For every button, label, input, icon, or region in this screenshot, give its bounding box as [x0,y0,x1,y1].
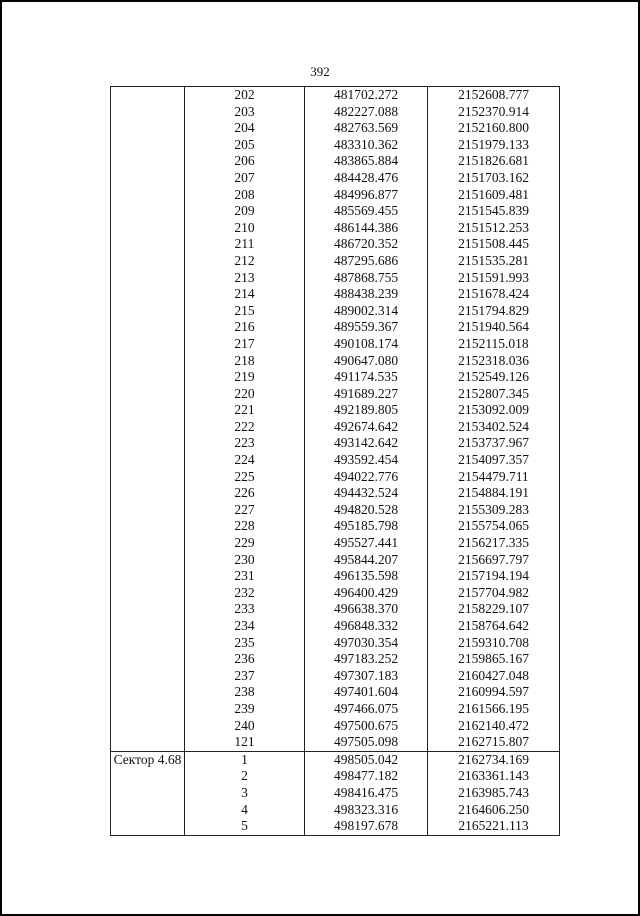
y-coordinate-cell: 2159865.167 [428,651,560,668]
x-coordinate-cell: 498477.182 [305,768,428,785]
table-row [111,718,560,735]
point-number-cell: 220 [185,386,305,403]
y-coordinate-cell: 2151609.481 [428,187,560,204]
x-coordinate-cell: 493592.454 [305,452,428,469]
table-row [111,286,560,303]
y-coordinate-cell: 2151591.993 [428,270,560,287]
y-coordinate-cell: 2151940.564 [428,319,560,336]
coordinates-table-body [111,87,560,836]
sector-label-cell [111,220,185,237]
x-coordinate-cell: 497466.075 [305,701,428,718]
sector-label-cell [111,651,185,668]
y-coordinate-cell: 2162734.169 [428,751,560,768]
x-coordinate-cell: 498416.475 [305,785,428,802]
y-coordinate-cell: 2153092.009 [428,402,560,419]
table-row [111,435,560,452]
table-row [111,568,560,585]
sector-label-cell [111,552,185,569]
x-coordinate-cell: 481702.272 [305,87,428,104]
point-number-cell: 210 [185,220,305,237]
x-coordinate-cell: 492674.642 [305,419,428,436]
sector-label-cell [111,585,185,602]
sector-label-cell [111,170,185,187]
x-coordinate-cell: 491174.535 [305,369,428,386]
x-coordinate-cell: 487295.686 [305,253,428,270]
x-coordinate-cell: 497500.675 [305,718,428,735]
table-row [111,419,560,436]
point-number-cell: 215 [185,303,305,320]
table-row [111,170,560,187]
table-row [111,120,560,137]
sector-label-cell [111,452,185,469]
point-number-cell: 218 [185,353,305,370]
point-number-cell: 230 [185,552,305,569]
point-number-cell: 221 [185,402,305,419]
x-coordinate-cell: 494432.524 [305,485,428,502]
x-coordinate-cell: 490647.080 [305,353,428,370]
table-row [111,187,560,204]
y-coordinate-cell: 2152807.345 [428,386,560,403]
y-coordinate-cell: 2158229.107 [428,601,560,618]
point-number-cell: 229 [185,535,305,552]
y-coordinate-cell: 2151678.424 [428,286,560,303]
x-coordinate-cell: 483310.362 [305,137,428,154]
point-number-cell: 209 [185,203,305,220]
y-coordinate-cell: 2152608.777 [428,87,560,104]
table-row [111,353,560,370]
point-number-cell: 1 [185,751,305,768]
x-coordinate-cell: 489559.367 [305,319,428,336]
y-coordinate-cell: 2151794.829 [428,303,560,320]
y-coordinate-cell: 2151512.253 [428,220,560,237]
y-coordinate-cell: 2151535.281 [428,253,560,270]
y-coordinate-cell: 2157704.982 [428,585,560,602]
point-number-cell: 2 [185,768,305,785]
x-coordinate-cell: 486144.386 [305,220,428,237]
table-row [111,270,560,287]
x-coordinate-cell: 488438.239 [305,286,428,303]
x-coordinate-cell: 495185.798 [305,518,428,535]
y-coordinate-cell: 2152115.018 [428,336,560,353]
y-coordinate-cell: 2154884.191 [428,485,560,502]
point-number-cell: 216 [185,319,305,336]
x-coordinate-cell: 483865.884 [305,153,428,170]
y-coordinate-cell: 2153402.524 [428,419,560,436]
x-coordinate-cell: 495844.207 [305,552,428,569]
point-number-cell: 202 [185,87,305,104]
table-row [111,485,560,502]
point-number-cell: 211 [185,236,305,253]
x-coordinate-cell: 498505.042 [305,751,428,768]
x-coordinate-cell: 489002.314 [305,303,428,320]
table-row [111,518,560,535]
x-coordinate-cell: 490108.174 [305,336,428,353]
table-row [111,369,560,386]
point-number-cell: 4 [185,802,305,819]
sector-label-cell [111,635,185,652]
x-coordinate-cell: 484428.476 [305,170,428,187]
point-number-cell: 212 [185,253,305,270]
page-number: 392 [310,64,330,79]
point-number-cell: 232 [185,585,305,602]
table-row [111,303,560,320]
y-coordinate-cell: 2151545.839 [428,203,560,220]
y-coordinate-cell: 2152370.914 [428,104,560,121]
y-coordinate-cell: 2154479.711 [428,469,560,486]
coordinates-table [110,86,560,836]
point-number-cell: 5 [185,818,305,835]
y-coordinate-cell: 2164606.250 [428,802,560,819]
point-number-cell: 228 [185,518,305,535]
x-coordinate-cell: 484996.877 [305,187,428,204]
table-row [111,785,560,802]
y-coordinate-cell: 2163361.143 [428,768,560,785]
y-coordinate-cell: 2152549.126 [428,369,560,386]
sector-label-cell [111,336,185,353]
x-coordinate-cell: 497183.252 [305,651,428,668]
x-coordinate-cell: 497030.354 [305,635,428,652]
x-coordinate-cell: 497505.098 [305,734,428,751]
sector-label-cell [111,469,185,486]
point-number-cell: 217 [185,336,305,353]
sector-label-cell [111,270,185,287]
point-number-cell: 204 [185,120,305,137]
table-row [111,668,560,685]
table-row [111,768,560,785]
table-row [111,802,560,819]
x-coordinate-cell: 486720.352 [305,236,428,253]
point-number-cell: 239 [185,701,305,718]
y-coordinate-cell: 2160994.597 [428,684,560,701]
table-row [111,618,560,635]
sector-label-cell [111,319,185,336]
point-number-cell: 121 [185,734,305,751]
x-coordinate-cell: 496400.429 [305,585,428,602]
scan-border-top [0,0,640,2]
sector-label-cell [111,601,185,618]
sector-label-cell [111,137,185,154]
sector-label-cell [111,303,185,320]
x-coordinate-cell: 487868.755 [305,270,428,287]
sector-label-cell [111,402,185,419]
sector-label-cell [111,87,185,104]
table-row [111,734,560,751]
y-coordinate-cell: 2151703.162 [428,170,560,187]
point-number-cell: 238 [185,684,305,701]
sector-label-cell [111,485,185,502]
point-number-cell: 225 [185,469,305,486]
table-row [111,336,560,353]
table-row [111,585,560,602]
sector-label-cell [111,701,185,718]
x-coordinate-cell: 491689.227 [305,386,428,403]
sector-label-cell [111,734,185,751]
sector-label-cell [111,236,185,253]
sector-label-cell [111,802,185,819]
y-coordinate-cell: 2152160.800 [428,120,560,137]
y-coordinate-cell: 2158764.642 [428,618,560,635]
scan-border-left [0,0,2,916]
point-number-cell: 205 [185,137,305,154]
x-coordinate-cell: 496638.370 [305,601,428,618]
sector-label-cell [111,419,185,436]
sector-label-cell [111,253,185,270]
table-row [111,651,560,668]
point-number-cell: 3 [185,785,305,802]
point-number-cell: 231 [185,568,305,585]
x-coordinate-cell: 495527.441 [305,535,428,552]
point-number-cell: 236 [185,651,305,668]
sector-label-cell [111,718,185,735]
table-row [111,87,560,104]
table-row [111,236,560,253]
point-number-cell: 214 [185,286,305,303]
table-row [111,153,560,170]
y-coordinate-cell: 2154097.357 [428,452,560,469]
point-number-cell: 226 [185,485,305,502]
table-row [111,452,560,469]
point-number-cell: 233 [185,601,305,618]
point-number-cell: 234 [185,618,305,635]
y-coordinate-cell: 2162140.472 [428,718,560,735]
sector-label-cell [111,684,185,701]
sector-label-cell [111,120,185,137]
sector-label-cell [111,104,185,121]
table-row [111,203,560,220]
table-row [111,818,560,835]
y-coordinate-cell: 2157194.194 [428,568,560,585]
point-number-cell: 206 [185,153,305,170]
table-row [111,535,560,552]
table-row [111,220,560,237]
table-row [111,552,560,569]
x-coordinate-cell: 485569.455 [305,203,428,220]
sector-label-cell [111,668,185,685]
y-coordinate-cell: 2162715.807 [428,734,560,751]
sector-label-cell [111,435,185,452]
y-coordinate-cell: 2165221.113 [428,818,560,835]
sector-label-cell [111,785,185,802]
x-coordinate-cell: 498197.678 [305,818,428,835]
table-row [111,601,560,618]
y-coordinate-cell: 2160427.048 [428,668,560,685]
point-number-cell: 235 [185,635,305,652]
table-row [111,469,560,486]
table-row [111,701,560,718]
x-coordinate-cell: 496848.332 [305,618,428,635]
point-number-cell: 227 [185,502,305,519]
sector-label-cell [111,353,185,370]
sector-label-cell [111,286,185,303]
sector-label-cell: Сектор 4.68 [111,751,185,768]
y-coordinate-cell: 2161566.195 [428,701,560,718]
table-row [111,684,560,701]
sector-label-cell [111,502,185,519]
sector-label-cell [111,768,185,785]
table-row [111,137,560,154]
y-coordinate-cell: 2156697.797 [428,552,560,569]
y-coordinate-cell: 2152318.036 [428,353,560,370]
x-coordinate-cell: 498323.316 [305,802,428,819]
y-coordinate-cell: 2159310.708 [428,635,560,652]
point-number-cell: 224 [185,452,305,469]
point-number-cell: 237 [185,668,305,685]
sector-label-cell [111,818,185,835]
table-row [111,751,560,768]
table-row [111,104,560,121]
x-coordinate-cell: 496135.598 [305,568,428,585]
x-coordinate-cell: 482763.569 [305,120,428,137]
point-number-cell: 240 [185,718,305,735]
table-row [111,502,560,519]
x-coordinate-cell: 492189.805 [305,402,428,419]
table-row [111,635,560,652]
sector-label-cell [111,568,185,585]
y-coordinate-cell: 2151979.133 [428,137,560,154]
x-coordinate-cell: 482227.088 [305,104,428,121]
point-number-cell: 203 [185,104,305,121]
table-row [111,253,560,270]
table-row [111,402,560,419]
point-number-cell: 222 [185,419,305,436]
sector-label-cell [111,153,185,170]
x-coordinate-cell: 494820.528 [305,502,428,519]
sector-label-cell [111,618,185,635]
x-coordinate-cell: 494022.776 [305,469,428,486]
y-coordinate-cell: 2153737.967 [428,435,560,452]
y-coordinate-cell: 2151826.681 [428,153,560,170]
y-coordinate-cell: 2156217.335 [428,535,560,552]
sector-label-cell [111,518,185,535]
y-coordinate-cell: 2155309.283 [428,502,560,519]
sector-label-cell [111,535,185,552]
point-number-cell: 213 [185,270,305,287]
table-row [111,319,560,336]
point-number-cell: 207 [185,170,305,187]
x-coordinate-cell: 493142.642 [305,435,428,452]
point-number-cell: 219 [185,369,305,386]
point-number-cell: 223 [185,435,305,452]
sector-label-cell [111,386,185,403]
sector-label-cell [111,203,185,220]
y-coordinate-cell: 2155754.065 [428,518,560,535]
sector-label-cell [111,369,185,386]
y-coordinate-cell: 2163985.743 [428,785,560,802]
sector-label-cell [111,187,185,204]
point-number-cell: 208 [185,187,305,204]
x-coordinate-cell: 497401.604 [305,684,428,701]
y-coordinate-cell: 2151508.445 [428,236,560,253]
table-row [111,386,560,403]
x-coordinate-cell: 497307.183 [305,668,428,685]
